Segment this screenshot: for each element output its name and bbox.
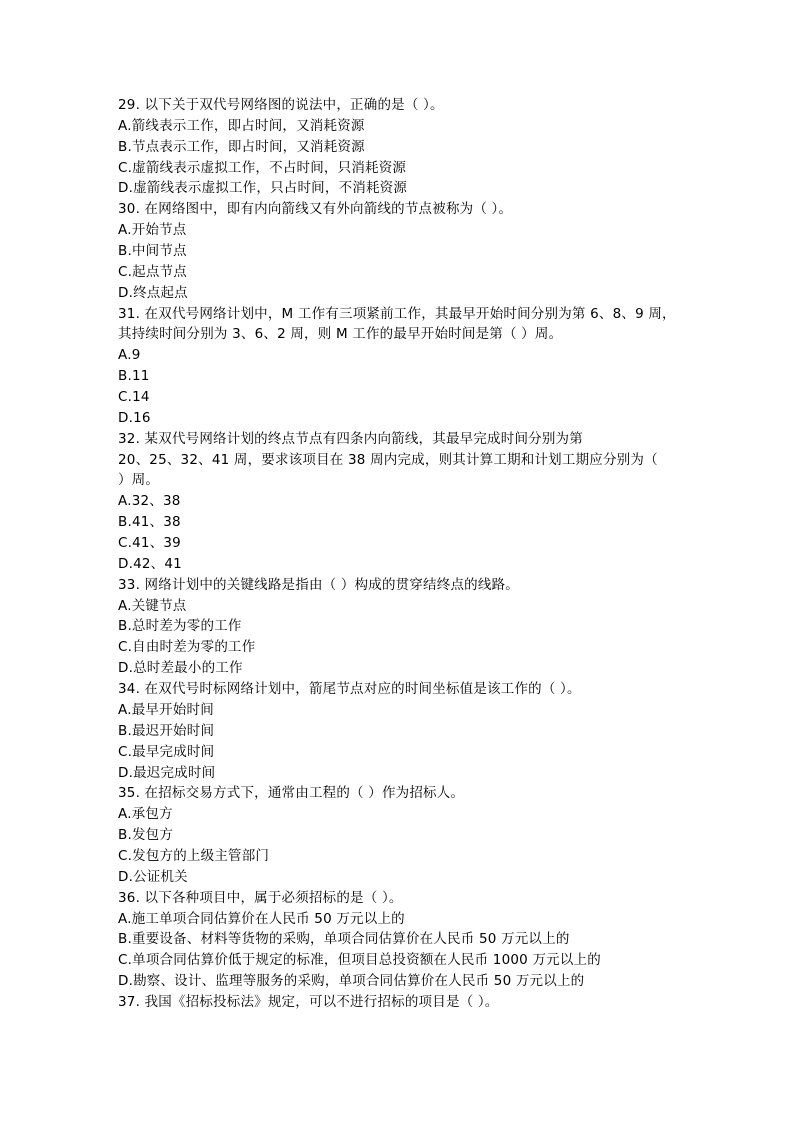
- answer-option: B.最迟开始时间: [118, 722, 215, 739]
- answer-option: A.32、38: [118, 493, 181, 510]
- answer-option: D.勘察、设计、监理等服务的采购，单项合同估算价在人民币 50 万元以上的: [118, 973, 585, 990]
- question-stem: 31. 在双代号网络计划中，M 工作有三项紧前工作，其最早开始时间分别为第 6、8、9 周，: [118, 305, 676, 322]
- question-stem: 34. 在双代号时标网络计划中，箭尾节点对应的时间坐标值是该工作的（ ）。: [118, 681, 581, 698]
- answer-option: A.箭线表示工作，即占时间，又消耗资源: [118, 117, 365, 134]
- question-block: [118, 888, 683, 992]
- answer-option: A.开始节点: [118, 222, 187, 239]
- question-stem: 35. 在招标交易方式下，通常由工程的（ ）作为招标人。: [118, 785, 465, 802]
- answer-option: C.自由时差为零的工作: [118, 639, 256, 656]
- answer-option: D.总时差最小的工作: [118, 660, 243, 677]
- answer-option: B.重要设备、材料等货物的采购，单项合同估算价在人民币 50 万元以上的: [118, 931, 570, 948]
- question-block: [118, 95, 683, 199]
- answer-option: A.施工单项合同估算价在人民币 50 万元以上的: [118, 910, 405, 927]
- answer-option: C.最早完成时间: [118, 743, 215, 760]
- answer-option: A.关键节点: [118, 597, 187, 614]
- question-block: [118, 575, 683, 679]
- answer-option: A.最早开始时间: [118, 701, 214, 718]
- answer-option: D.公证机关: [118, 868, 188, 885]
- answer-option: B.节点表示工作，即占时间，又消耗资源: [118, 138, 365, 155]
- answer-option: C.41、39: [118, 535, 181, 552]
- answer-option: D.终点起点: [118, 284, 188, 301]
- answer-option: B.总时差为零的工作: [118, 618, 242, 635]
- question-block: [118, 304, 683, 429]
- answer-option: D.16: [118, 409, 151, 426]
- answer-option: B.41、38: [118, 514, 181, 531]
- answer-option: C.发包方的上级主管部门: [118, 847, 270, 864]
- question-block: [118, 783, 683, 887]
- question-block: [118, 429, 683, 575]
- answer-option: D.42、41: [118, 555, 182, 572]
- answer-option: B.11: [118, 368, 150, 385]
- question-stem: 29. 以下关于双代号网络图的说法中，正确的是（ ）。: [118, 97, 444, 113]
- document-page: [118, 95, 683, 1013]
- question-block: [118, 679, 683, 783]
- question-stem: 20、25、32、41 周，要求该项目在 38 周内完成，则其计算工期和计划工期应分别为（: [118, 451, 658, 468]
- question-stem: 32. 某双代号网络计划的终点节点有四条内向箭线，其最早完成时间分别为第: [118, 430, 583, 447]
- answer-option: D.最迟完成时间: [118, 764, 216, 781]
- question-stem: 30. 在网络图中，即有内向箭线又有外向箭线的节点被称为（ ）。: [118, 201, 513, 218]
- question-stem: 33. 网络计划中的关键线路是指由（ ）构成的贯穿结终点的线路。: [118, 576, 519, 593]
- answer-option: C.虚箭线表示虚拟工作，不占时间，只消耗资源: [118, 159, 407, 176]
- answer-option: C.14: [118, 389, 150, 406]
- answer-option: B.发包方: [118, 827, 174, 844]
- question-block: [118, 992, 683, 1013]
- answer-option: A.9: [118, 347, 141, 364]
- question-stem: 其持续时间分别为 3、6、2 周，则 M 工作的最早开始时间是第（ ）周。: [118, 326, 563, 343]
- answer-option: D.虚箭线表示虚拟工作，只占时间，不消耗资源: [118, 180, 408, 197]
- answer-option: C.单项合同估算价低于规定的标准，但项目总投资额在人民币 1000 万元以上的: [118, 952, 601, 969]
- question-stem: 36. 以下各种项目中，属于必须招标的是（ ）。: [118, 889, 403, 906]
- answer-option: C.起点节点: [118, 263, 187, 280]
- question-stem: 37. 我国《招标投标法》规定，可以不进行招标的项目是（ ）。: [118, 993, 499, 1010]
- question-block: [118, 199, 683, 303]
- answer-option: B.中间节点: [118, 243, 187, 260]
- answer-option: A.承包方: [118, 806, 173, 823]
- question-stem: ）周。: [118, 472, 160, 489]
